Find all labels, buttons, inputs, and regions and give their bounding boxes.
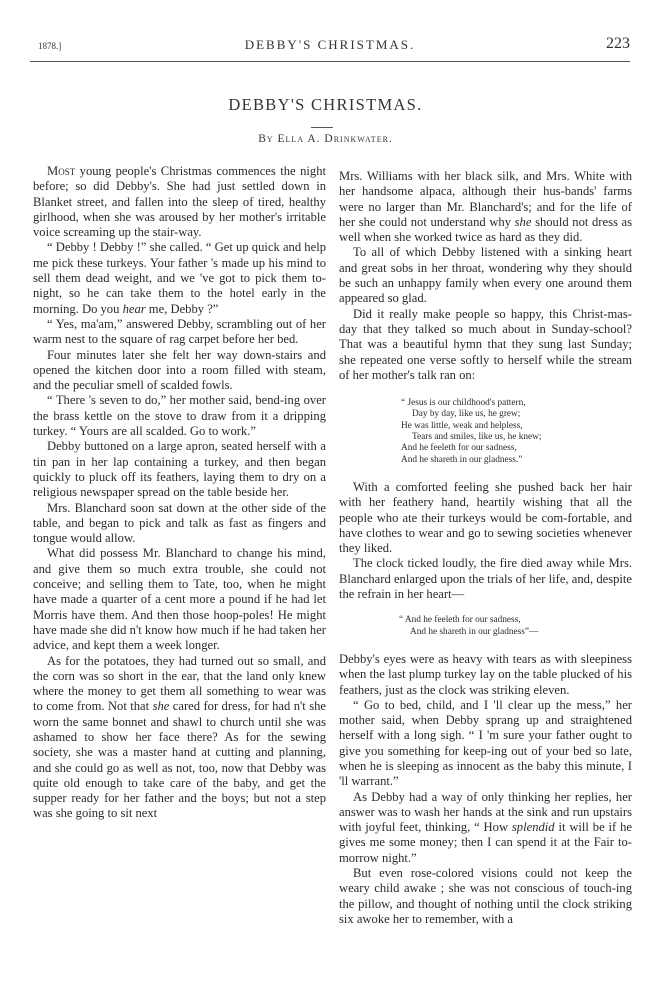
left-column bbox=[33, 164, 326, 822]
refrain-verse bbox=[399, 615, 632, 638]
drop-lead: Most bbox=[47, 164, 76, 178]
paragraph bbox=[33, 164, 326, 240]
running-head-title: DEBBY'S CHRISTMAS. bbox=[244, 37, 416, 52]
hymn-verse bbox=[401, 398, 632, 466]
paragraph-text: “ Debby ! Debby !” she called. “ Get up quick and help me pick these turkeys. Your father 's made up his mind to sell them dead weight, and we 've got to pick them to-night, so he can take them to the hotel early in the morning. Do you bbox=[33, 240, 326, 316]
verse-line: And he shareth in our gladness”— bbox=[410, 626, 539, 637]
verse-line: And he shareth in our gladness.” bbox=[401, 454, 523, 465]
verse-line: Tears and smiles, like us, he knew; bbox=[412, 432, 542, 443]
paragraph: Did it really make people so happy, this Christ-mas-day that they talked so much about in Sunday-school? That was a beautiful hymn that they sung last Sunday; she repeated one verse softly to herself while the stream of her mother's talk ran on: bbox=[339, 306, 632, 382]
paragraph: Mrs. Blanchard soon sat down at the other side of the table, and began to pick and talk as fast as fingers and tongue would allow. bbox=[33, 500, 326, 546]
paragraph: Four minutes later she felt her way down-stairs and opened the kitchen door into a room filled with steam, and the peculiar smell of scalded fowls. bbox=[33, 347, 326, 393]
paragraph-text: young people's Christmas commences the night before; so did Debby's. She had just settled down in Blanket street, and fallen into the sleep of tired, healthy girlhood, when she was aroused by her mother's irritable voice screaming up the stair-way. bbox=[33, 164, 326, 240]
title-rule bbox=[311, 127, 333, 128]
running-head-year: 1878.] bbox=[38, 41, 62, 51]
emphasis: splendid bbox=[511, 820, 555, 835]
paragraph-text: should not dress as well when she worked twice as hard as they did. bbox=[339, 214, 632, 245]
paragraph: Debby buttoned on a large apron, seated herself with a tin pan in her lap containing a turkey, and then began quickly to pluck off its feathers, laying them to dry on a religious newspaper spread on the table beside her. bbox=[33, 439, 326, 500]
paragraph: With a comforted feeling she pushed back her hair with her feathery hand, heartily wishing that all the people who ate their turkeys would be com-fortable, and have clothes to wear and go to sewing societies whenever they liked. bbox=[339, 479, 632, 556]
verse-line: “ And he feeleth for our sadness, bbox=[399, 615, 521, 626]
paragraph bbox=[339, 790, 632, 866]
paragraph: What did possess Mr. Blanchard to change his mind, and give them so much extra trouble, she could not conceive; and selling them to Tate, too, when he might have made a quarter of a cent more a pound if he had let Morris have them. And then those hoop-poles! He might have made she did n't know how much if he had taken her advice, and kept them a week longer. bbox=[33, 546, 326, 653]
right-column bbox=[339, 169, 632, 927]
paragraph: To all of which Debby listened with a sinking heart and great sobs in her throat, wondering why they should be such an unhappy family when every one around them appeared so glad. bbox=[339, 245, 632, 306]
paragraph: But even rose-colored visions could not keep the weary child awake ; she was not conscious of touch-ing the pillow, and thought of nothing until the clock striking six awoke her to remember, with a bbox=[339, 866, 632, 926]
paragraph: “ Go to bed, child, and I 'll clear up the mess,” her mother said, when Debby sprang up and straightened herself with a long sigh. “ I 'm sure your father ought to give you something for keep-ing out of your bed so late, when he is sleeping as innocent as the baby this minute, I 'll warrant.” bbox=[339, 697, 632, 789]
header-rule bbox=[30, 61, 630, 62]
paragraph: The clock ticked loudly, the fire died away while Mrs. Blanchard enlarged upon the trials of her life, and, despite the refrain in her heart— bbox=[339, 556, 632, 602]
paragraph-text: As Debby had a way of only thinking her replies, her answer was to wash her hands at the sink and run upstairs with joyful feet, thinking, “ How bbox=[339, 789, 632, 835]
paragraph-text: cared for dress, for had n't she worn the same bonnet and shawl to church until she was ashamed to show her face there? As for the sewing society, she was a master hand at cutting and planning, and she could go as well as not, too, now that Debby was quite old enough to take care of the baby, and get the supper ready for her father and the boys; but not a step was she going to sit next bbox=[33, 699, 326, 821]
paragraph-text: me, Debby ?” bbox=[145, 301, 219, 316]
paragraph: Debby's eyes were as heavy with tears as with sleepiness when the last plump turkey lay on the table plucked of his feathers, just as the clock was striking eleven. bbox=[339, 651, 632, 697]
verse-line: And he feeleth for our sadness, bbox=[401, 443, 517, 454]
emphasis: she bbox=[514, 214, 532, 229]
page-number: 223 bbox=[606, 35, 630, 52]
verse-line: He was little, weak and helpless, bbox=[401, 420, 523, 431]
verse-line: Day by day, like us, he grew; bbox=[412, 409, 521, 420]
article-title: DEBBY'S CHRISTMAS. bbox=[228, 95, 423, 114]
paragraph bbox=[33, 240, 326, 316]
paragraph: “ Yes, ma'am,” answered Debby, scrambling out of her warm nest to the square of rag carpet before her bed. bbox=[33, 316, 326, 347]
paragraph-text: it will be if he gives me some money; then I can spend it at the Fair to-morrow night.” bbox=[339, 820, 632, 865]
emphasis: she bbox=[152, 699, 170, 714]
running-head bbox=[30, 33, 630, 55]
verse-line: “ Jesus is our childhood's pattern, bbox=[401, 398, 526, 409]
emphasis: hear bbox=[122, 301, 146, 316]
paragraph: “ There 's seven to do,” her mother said, bend-ing over the brass kettle on the stove to draw from it a dripping turkey. “ Yours are all scalded. Go to work.” bbox=[33, 393, 326, 439]
paragraph-text: Mrs. Williams with her black silk, and Mrs. White with her handsome alpaca, although their hus-bands' farms were no larger than Mr. Blanchard's; and for the life of her she could not understand why bbox=[339, 169, 632, 229]
byline: By Ella A. Drinkwater. bbox=[258, 133, 393, 145]
paragraph bbox=[33, 654, 326, 822]
paragraph bbox=[339, 169, 632, 245]
paragraph-text: As for the potatoes, they had turned out so small, and the corn was so short in the ear, that the land only knew where the money to get them all something to wear was to come from. Not that bbox=[33, 653, 326, 714]
